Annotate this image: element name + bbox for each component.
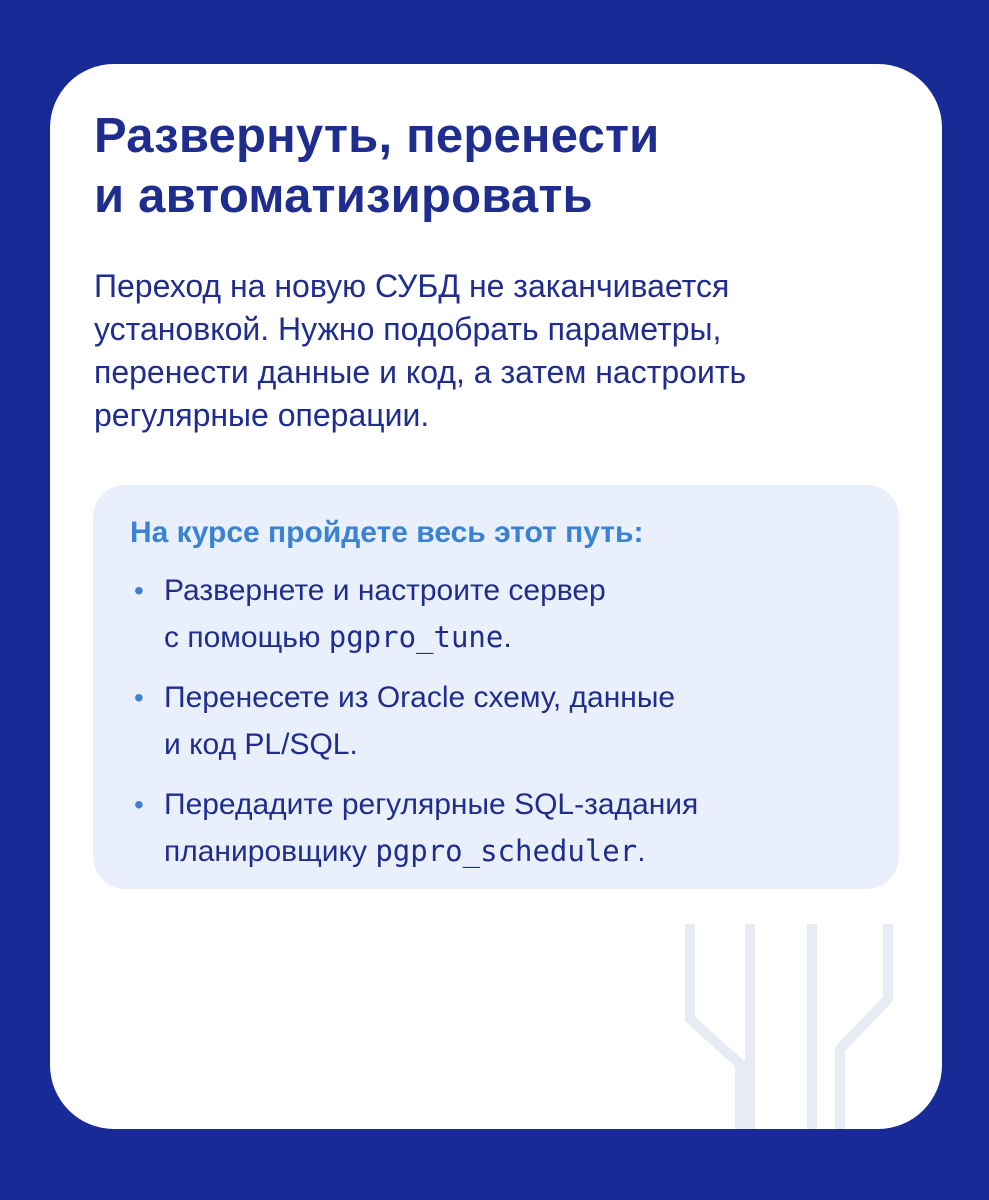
list-item-line — [164, 828, 890, 875]
list-item-line — [164, 721, 890, 768]
title-line: и автоматизировать — [94, 169, 593, 223]
code-term: pgpro_scheduler — [375, 834, 638, 868]
list-item — [130, 782, 890, 875]
list-item-text: планировщику — [164, 835, 376, 868]
intro-line: регулярные операции. — [94, 397, 430, 433]
panel-title: На курсе пройдете весь этот путь: — [130, 516, 644, 549]
list-item-text: . — [503, 621, 512, 654]
intro-line: перенести данные и код, а затем настроить — [94, 354, 747, 390]
bullet-icon: • — [134, 682, 144, 713]
content-card — [50, 64, 942, 1129]
list-item-text: . — [637, 835, 646, 868]
list-item-text: и код PL/SQL. — [164, 728, 358, 761]
bullet-icon: • — [134, 575, 144, 606]
intro-paragraph — [94, 265, 884, 437]
title-line: Развернуть, перенести — [94, 109, 660, 163]
bullet-icon: • — [134, 789, 144, 820]
list-item-line: Развернете и настроите сервер — [164, 574, 606, 607]
code-term: pgpro_tune — [328, 620, 504, 654]
page-title — [94, 106, 894, 226]
intro-line: установкой. Нужно подобрать параметры, — [94, 311, 722, 347]
list-item-line: Передадите регулярные SQL-задания — [164, 788, 699, 821]
list-item-line — [164, 614, 890, 661]
course-path-panel — [93, 485, 899, 889]
list-item — [130, 568, 890, 661]
list-item — [130, 675, 890, 768]
list-item-line: Перенесете из Oracle схему, данные — [164, 681, 676, 714]
intro-line: Переход на новую СУБД не заканчивается — [94, 268, 730, 304]
list-item-text: с помощью — [164, 621, 329, 654]
course-steps-list — [130, 568, 890, 889]
